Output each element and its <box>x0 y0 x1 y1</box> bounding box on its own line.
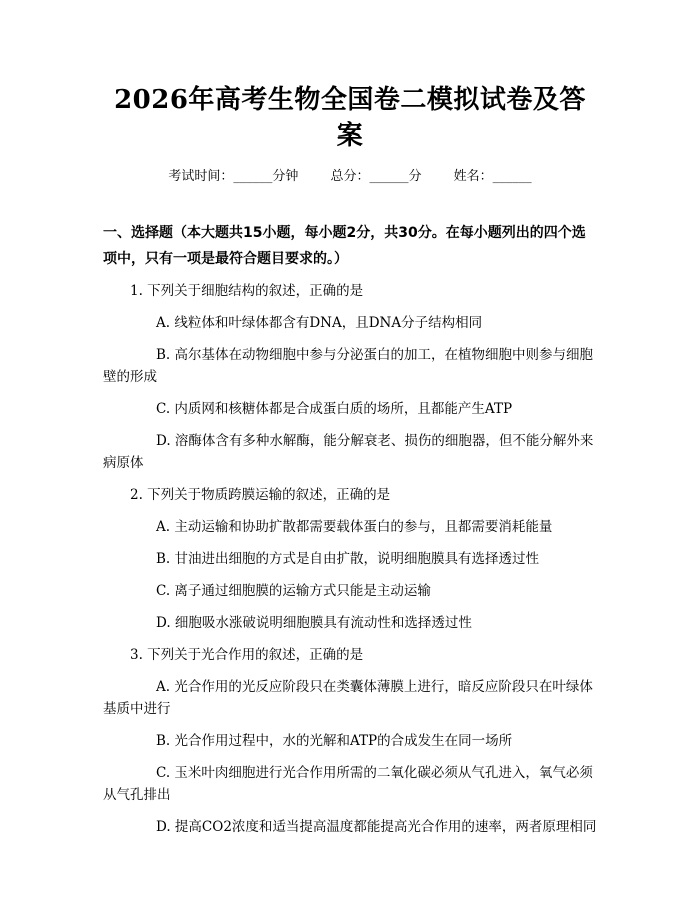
option-a: A. 主动运输和协助扩散都需要载体蛋白的参与，且都需要消耗能量 <box>156 519 553 535</box>
section-header: 一、选择题（本大题共15小题，每小题2分，共30分。在每小题列出的四个选项中，只有一项是最符合题目要求的。） <box>103 225 586 267</box>
option-c: C. 离子通过细胞膜的运输方式只能是主动运输 <box>156 583 431 599</box>
question-stem: 3. 下列关于光合作用的叙述，正确的是 <box>130 647 364 663</box>
question-3 <box>103 644 597 838</box>
option-a: A. 线粒体和叶绿体都含有DNA，且DNA分子结构相同 <box>156 315 483 331</box>
option-c: C. 玉米叶肉细胞进行光合作用所需的二氧化碳必须从气孔进入，氧气必须从气孔排出 <box>103 765 593 803</box>
option-b: B. 高尔基体在动物细胞中参与分泌蛋白的加工，在植物细胞中则参与细胞壁的形成 <box>103 347 594 385</box>
question-stem: 2. 下列关于物质跨膜运输的叙述，正确的是 <box>130 487 391 503</box>
exam-total-score: 总分：______分 <box>330 169 422 184</box>
exam-time: 考试时间：______分钟 <box>168 169 299 184</box>
question-stem: 1. 下列关于细胞结构的叙述，正确的是 <box>130 283 364 299</box>
question-1 <box>103 280 597 474</box>
option-a: A. 光合作用的光反应阶段只在类囊体薄膜上进行，暗反应阶段只在叶绿体基质中进行 <box>103 679 593 717</box>
option-b: B. 光合作用过程中，水的光解和ATP的合成发生在同一场所 <box>156 733 513 749</box>
document-title: 2026年高考生物全国卷二模拟试卷及答案 <box>114 85 586 151</box>
option-b: B. 甘油进出细胞的方式是自由扩散，说明细胞膜具有选择透过性 <box>156 551 540 567</box>
option-d: D. 溶酶体含有多种水解酶，能分解衰老、损伤的细胞器，但不能分解外来病原体 <box>103 433 594 471</box>
exam-info <box>103 164 597 190</box>
option-d: D. 提高CO2浓度和适当提高温度都能提高光合作用的速率，两者原理相同 <box>156 819 597 835</box>
student-name: 姓名：______ <box>453 169 532 184</box>
option-d: D. 细胞吸水涨破说明细胞膜具有流动性和选择透过性 <box>156 615 472 631</box>
question-2 <box>103 484 597 634</box>
option-c: C. 内质网和核糖体都是合成蛋白质的场所，且都能产生ATP <box>156 401 513 417</box>
